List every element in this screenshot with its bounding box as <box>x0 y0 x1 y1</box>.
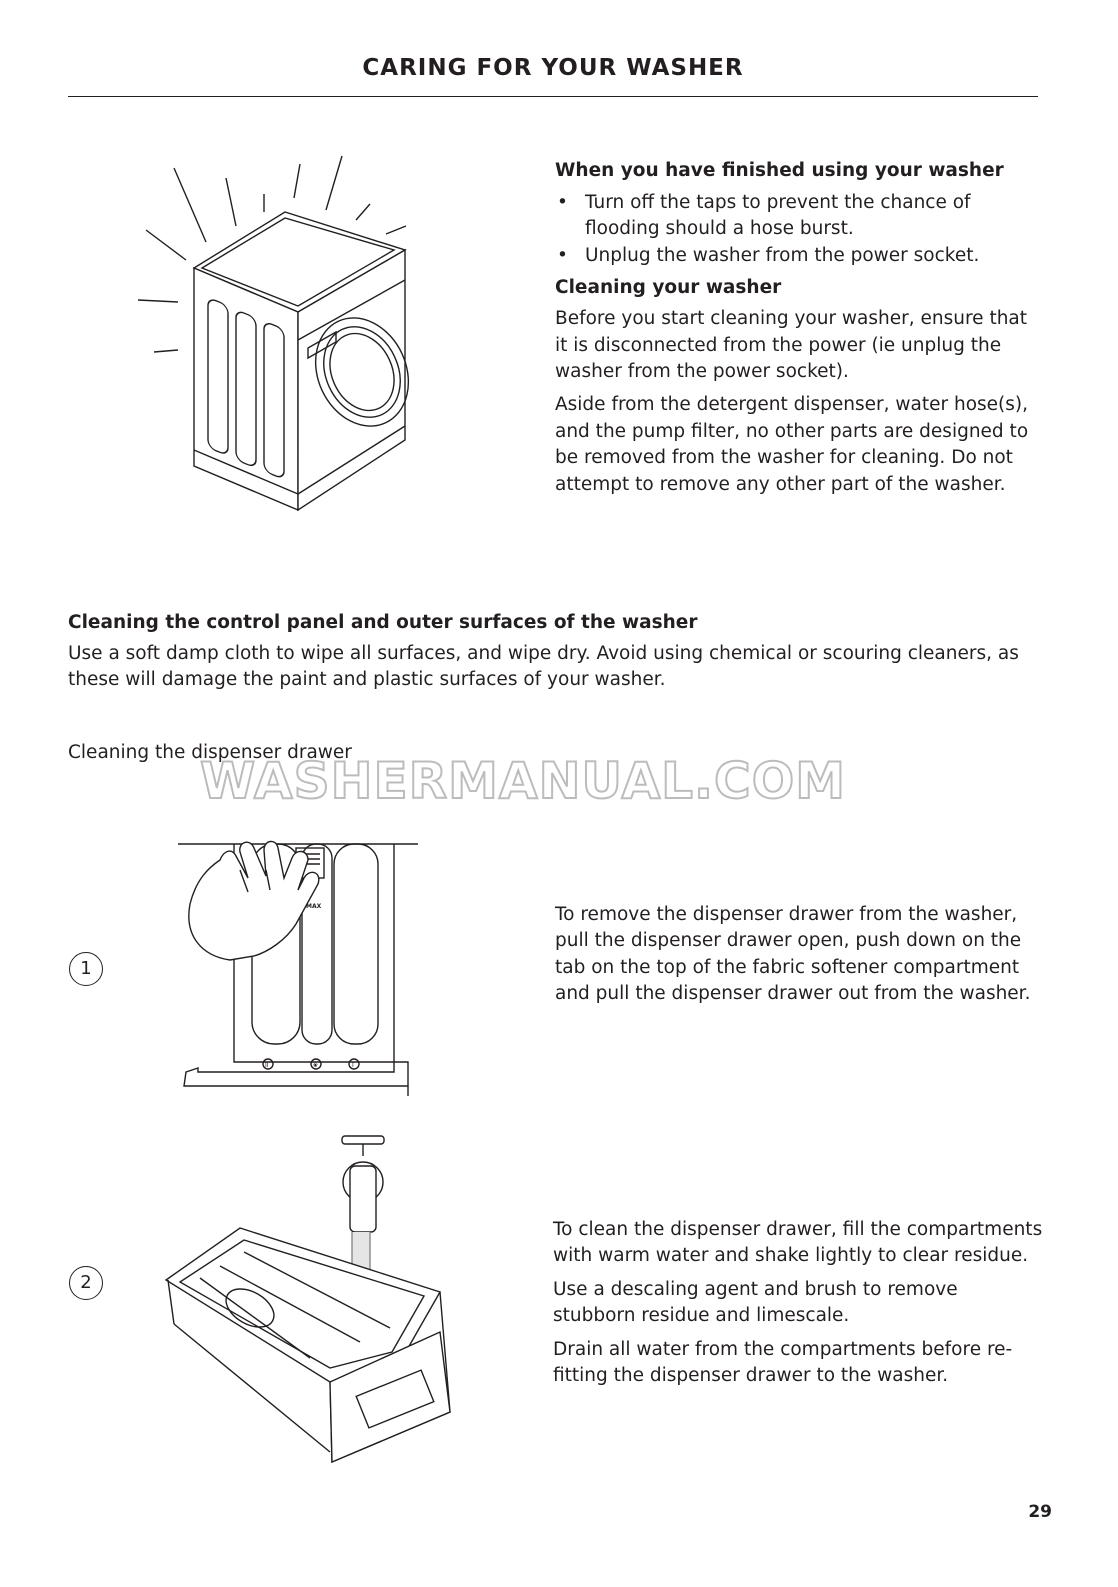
compartment-label-3: I <box>352 1062 354 1069</box>
step-number-2: 2 <box>69 1266 103 1300</box>
list-item: • Turn off the taps to prevent the chance of flooding should a hose burst. <box>555 190 1045 243</box>
cleaning-heading: Cleaning your washer <box>555 277 782 299</box>
watermark: WASHERMANUAL.COM <box>200 752 846 810</box>
page-number: 29 <box>1028 1502 1052 1522</box>
compartment-label-1: II <box>265 1062 269 1069</box>
step-2-paragraph-1: To clean the dispenser drawer, fill the compartments with warm water and shake lightly to clear residue. <box>553 1219 1043 1267</box>
control-panel-body: Use a soft damp cloth to wipe all surfaces, and wipe dry. Avoid using chemical or scouring cleaners, as these will damage the paint and plastic surfaces of your washer. <box>68 643 1019 691</box>
control-panel-heading: Cleaning the control panel and outer surfaces of the washer <box>68 612 698 633</box>
step-1-text: To remove the dispenser drawer from the washer, pull the dispenser drawer open, push down on the tab on the top of the fabric softener compartment and pull the dispenser drawer out from the washer. <box>555 904 1031 1005</box>
step-number-1: 1 <box>69 952 103 986</box>
finished-bullets <box>555 190 1045 269</box>
compartment-label-2: ❀ <box>313 1062 319 1069</box>
page-title: CARING FOR YOUR WASHER <box>362 55 744 81</box>
step-2-paragraph-3: Drain all water from the compartments before re-fitting the dispenser drawer to the washer. <box>553 1338 1013 1387</box>
dispenser-push-illustration <box>178 840 418 1100</box>
header-divider <box>68 96 1038 97</box>
dispenser-heading: Cleaning the dispenser drawer <box>68 742 352 763</box>
finished-heading: When you have finished using your washer <box>555 160 1004 181</box>
max-label: MAX <box>306 903 322 910</box>
cleaning-paragraph-1: Before you start cleaning your washer, ensure that it is disconnected from the power (ie unplug the washer from the power socket). <box>555 308 1028 383</box>
cleaning-paragraph-2: Aside from the detergent dispenser, water hose(s), and the pump filter, no other parts are designed to be removed from the washer for cleaning. Do not attempt to remove any other part of the washer. <box>555 394 1029 495</box>
washer-illustration <box>130 150 430 520</box>
dispenser-rinse-illustration <box>160 1132 460 1472</box>
step-2-paragraph-2: Use a descaling agent and brush to remove stubborn residue and limescale. <box>553 1278 958 1327</box>
list-item: • Unplug the washer from the power socket. <box>555 243 1045 269</box>
